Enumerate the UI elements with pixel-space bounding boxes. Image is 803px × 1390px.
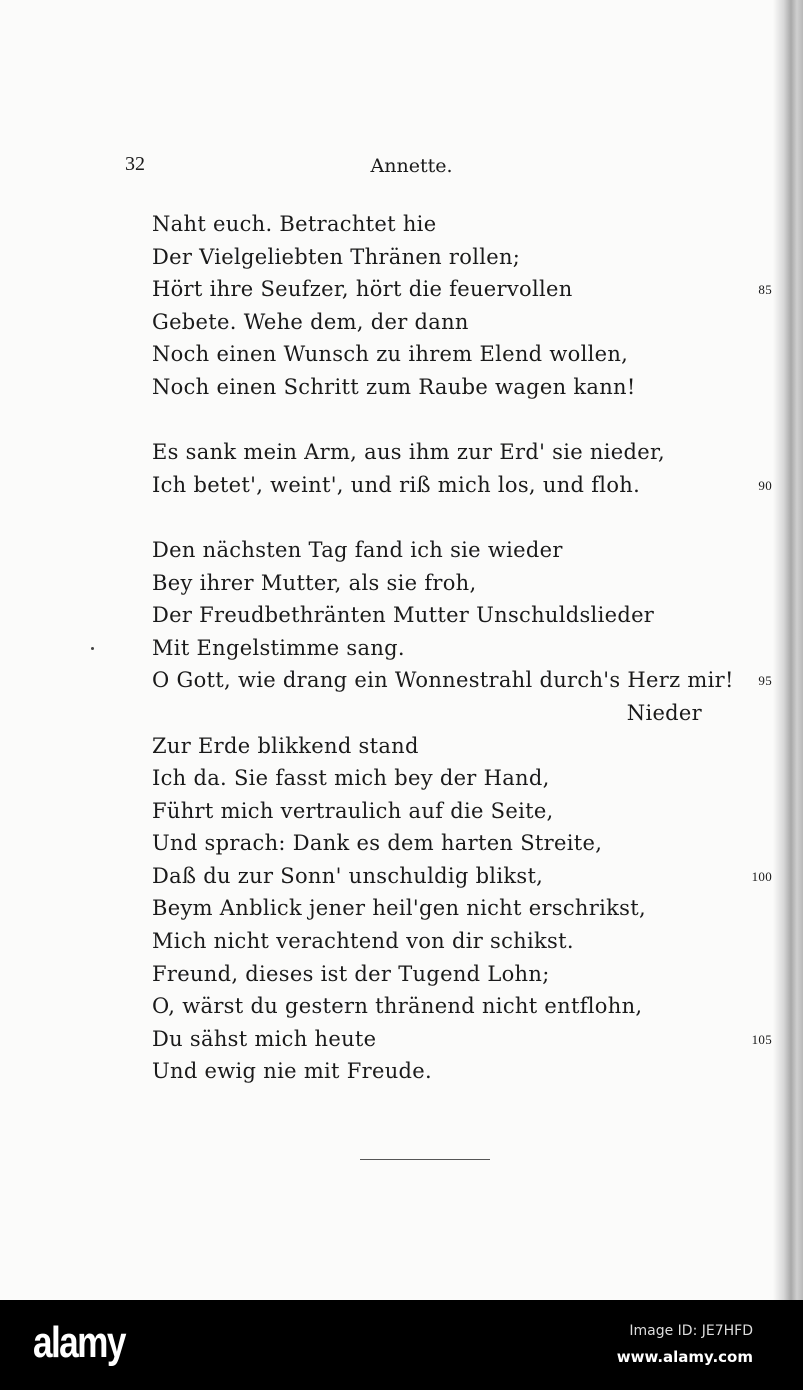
verse-text: Und sprach: Dank es dem harten Streite, <box>152 831 603 856</box>
verse-text: Du sähst mich heute <box>152 1026 377 1051</box>
alamy-logo: alamy <box>33 1318 125 1367</box>
verse-text: Ich da. Sie fasst mich bey der Hand, <box>152 766 550 791</box>
verse-line <box>152 567 772 600</box>
verse-line <box>152 697 772 730</box>
verse-text: Beym Anblick jener heil'gen nicht erschrikst, <box>152 896 646 921</box>
verse-text: Ich betet', weint', und riß mich los, und floh. <box>152 472 641 497</box>
verse-text: Bey ihrer Mutter, als sie froh, <box>152 570 477 595</box>
verse-text: Der Vielgeliebten Thränen rollen; <box>152 244 521 269</box>
verse-line <box>152 925 772 958</box>
verse-text: Führt mich vertraulich auf die Seite, <box>152 798 554 823</box>
verse-text: Hört ihre Seufzer, hört die feuervollen <box>152 277 573 302</box>
verse-line <box>152 827 772 860</box>
verse-text: Und ewig nie mit Freude. <box>152 1059 432 1084</box>
verse-line <box>152 306 772 339</box>
verse-text: Naht euch. Betrachtet hie <box>152 212 437 236</box>
watermark-url: www.alamy.com <box>616 1348 753 1366</box>
verse-line <box>152 1023 772 1056</box>
verse-line <box>152 241 772 274</box>
line-number: 90 <box>758 477 772 493</box>
verse-line <box>152 534 772 567</box>
verse-line <box>152 371 772 404</box>
verse-line <box>152 599 772 632</box>
line-number: 105 <box>751 1031 772 1047</box>
page-edge-shadow <box>773 0 803 1300</box>
verse-line <box>152 990 772 1023</box>
page-number: 32 <box>125 153 145 175</box>
verse-line <box>152 730 772 763</box>
verse-text: O, wärst du gestern thränend nicht entflohn, <box>152 994 643 1019</box>
verse-line <box>152 762 772 795</box>
line-number: 85 <box>758 282 772 298</box>
end-rule <box>360 1159 490 1160</box>
verse-line <box>152 860 772 893</box>
line-number: 100 <box>751 868 772 884</box>
verse-text: Noch einen Schritt zum Raube wagen kann! <box>152 374 636 399</box>
verse-text: Es sank mein Arm, aus ihm zur Erd' sie nieder, <box>152 440 665 465</box>
verse-line <box>152 958 772 991</box>
verse-line <box>152 632 772 665</box>
verse-text: Nieder <box>626 700 702 725</box>
running-title: Annette. <box>370 155 453 177</box>
verse-line <box>152 892 772 925</box>
verse-line <box>152 469 772 502</box>
verse-text: Freund, dieses ist der Tugend Lohn; <box>152 961 550 986</box>
verse-text: O Gott, wie drang ein Wonnestrahl durch's Herz mir! <box>152 668 734 693</box>
verse-line <box>152 436 772 469</box>
verse-line <box>152 795 772 828</box>
stanza-break <box>152 501 772 534</box>
verse-text: Mit Engelstimme sang. <box>152 635 405 660</box>
margin-mark <box>91 647 94 650</box>
verse-text: Daß du zur Sonn' unschuldig blikst, <box>152 863 544 888</box>
verse-text: Noch einen Wunsch zu ihrem Elend wollen, <box>152 342 629 367</box>
verse-line <box>152 273 772 306</box>
watermark-bar <box>0 1300 803 1390</box>
verse-line <box>152 664 772 697</box>
poem-body <box>152 208 772 1088</box>
stanza-break <box>152 404 772 437</box>
verse-text: Der Freudbethränten Mutter Unschuldslieder <box>152 603 655 628</box>
verse-line <box>152 338 772 371</box>
image-id: Image ID: JE7HFD <box>629 1323 753 1339</box>
verse-text: Mich nicht verachtend von dir schikst. <box>152 929 574 954</box>
verse-line <box>152 1055 772 1088</box>
verse-line <box>152 208 772 241</box>
verse-text: Den nächsten Tag fand ich sie wieder <box>152 537 563 562</box>
verse-text: Zur Erde blikkend stand <box>152 733 419 758</box>
verse-text: Gebete. Wehe dem, der dann <box>152 309 469 334</box>
line-number: 95 <box>758 673 772 689</box>
